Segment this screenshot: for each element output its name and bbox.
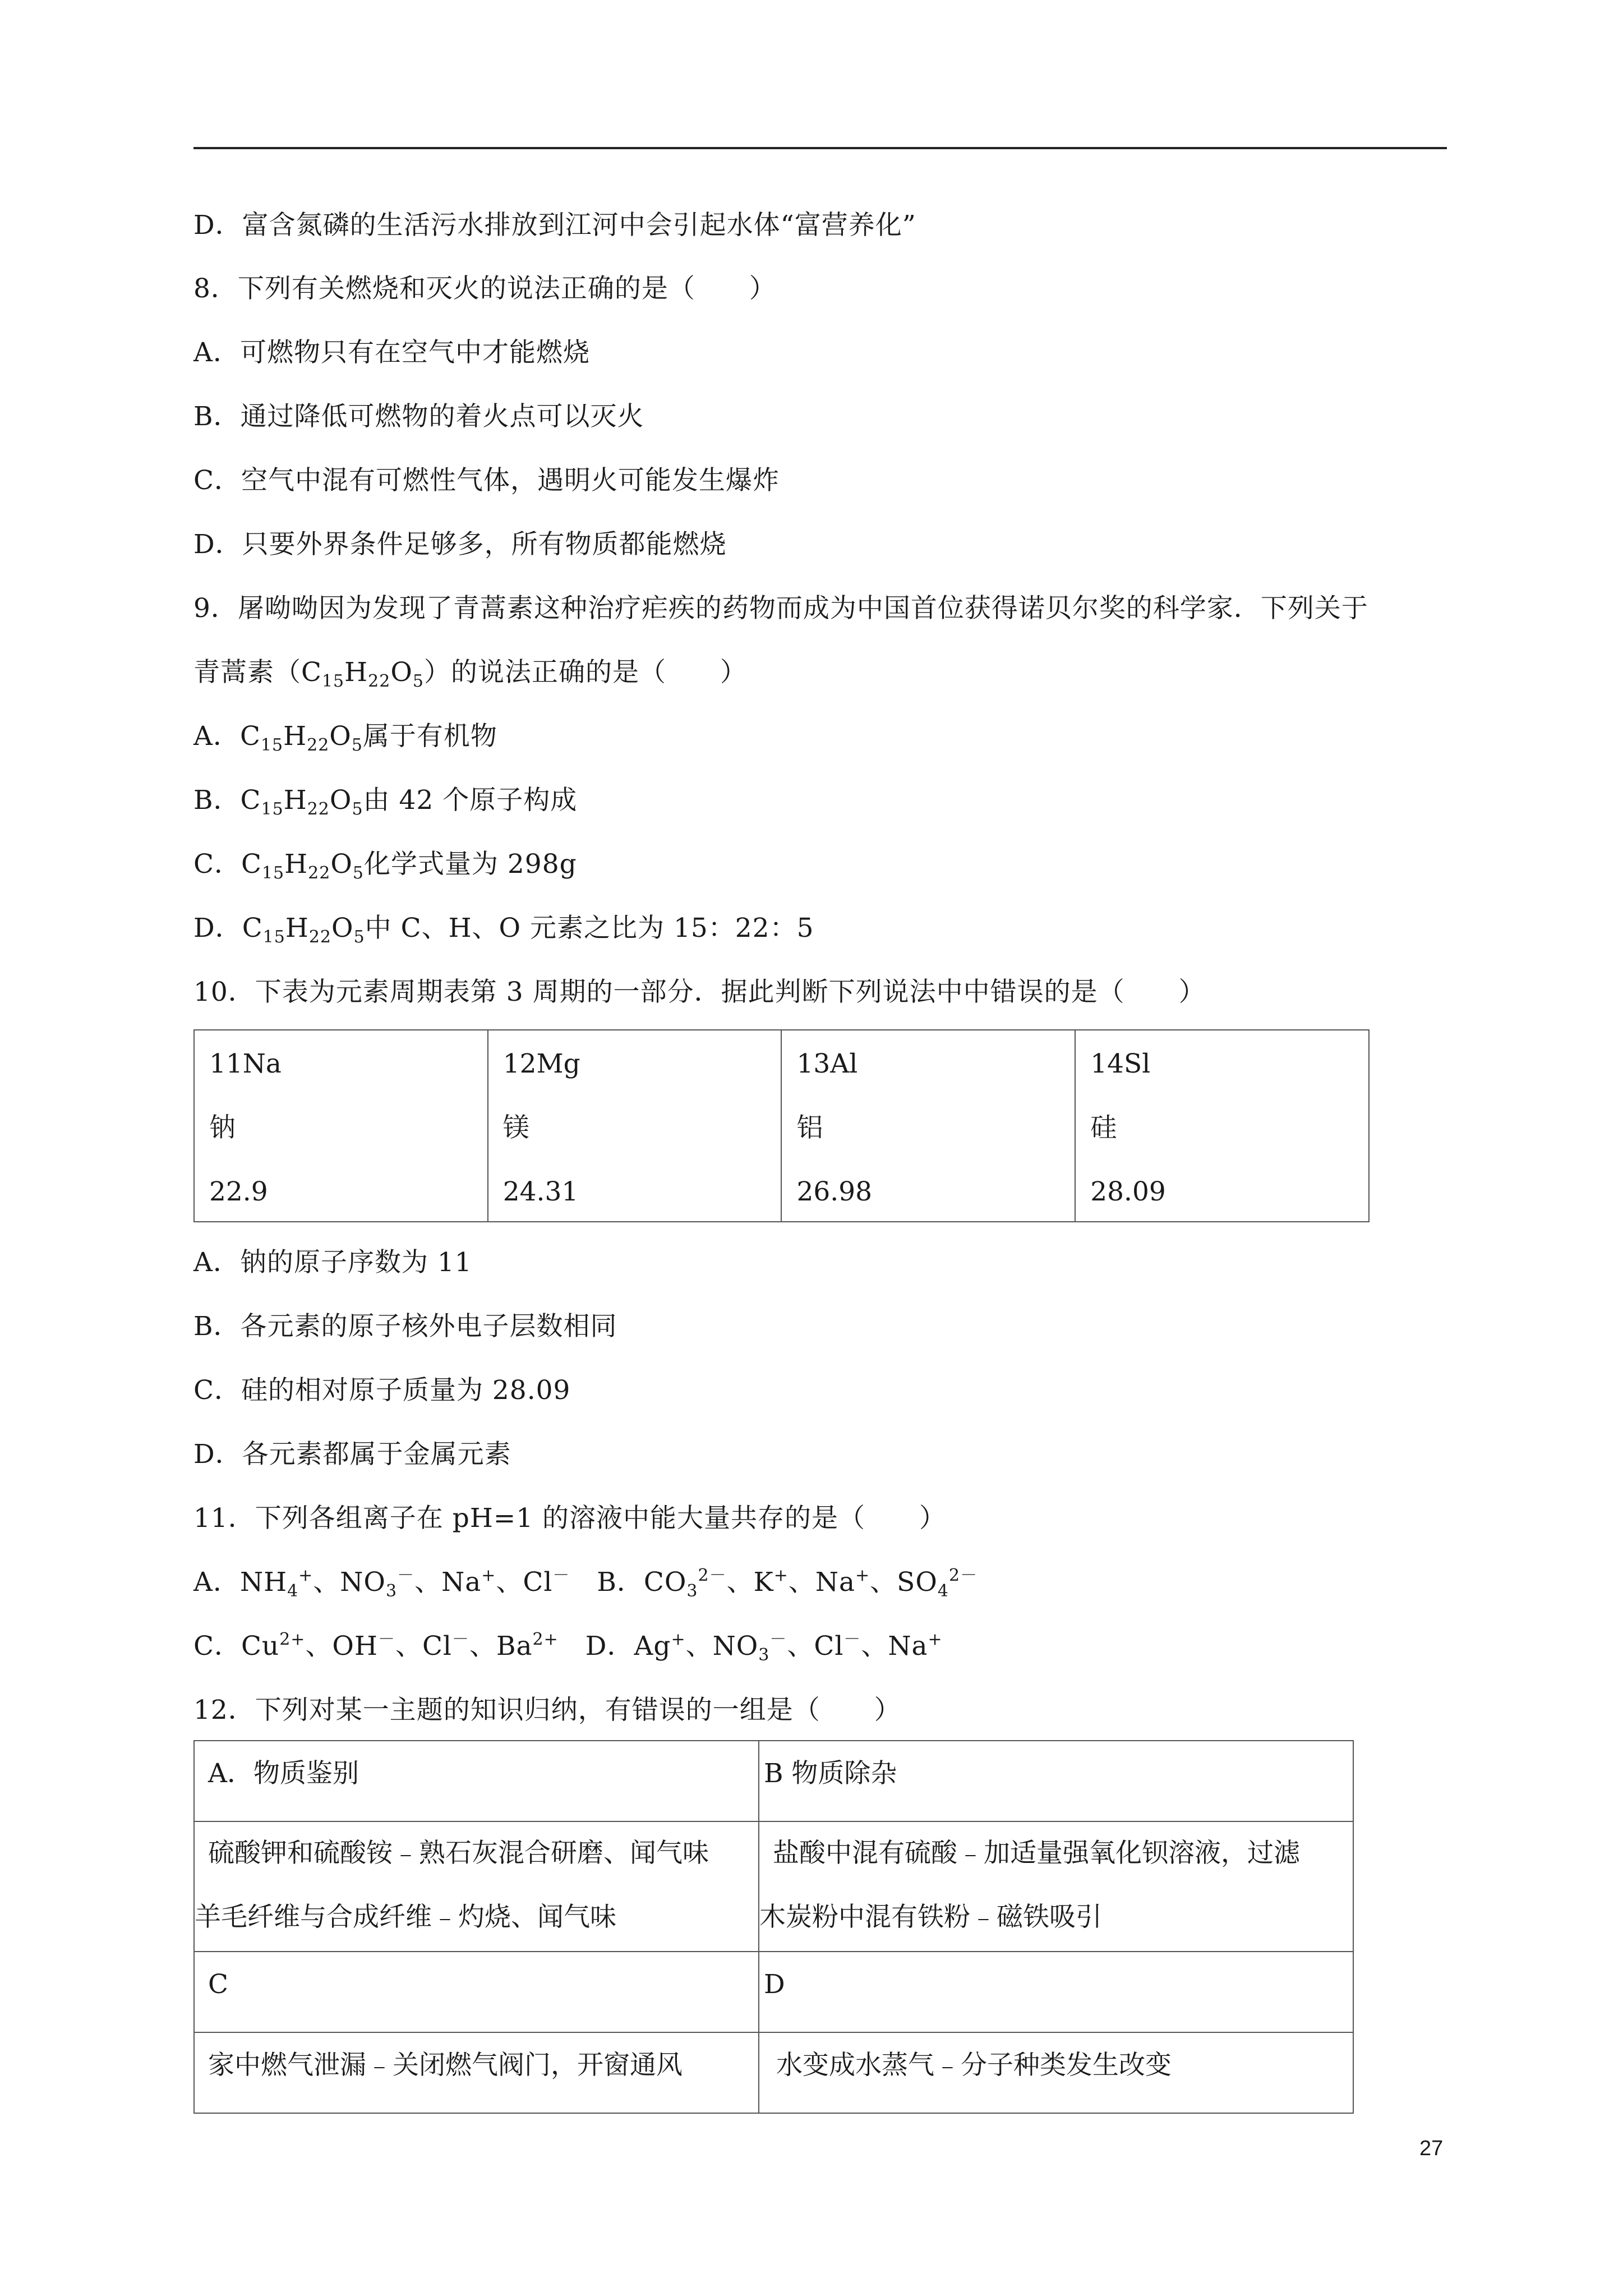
element-number-symbol: 13Al: [796, 1048, 858, 1079]
element-mass: 28.09: [1090, 1176, 1166, 1207]
periodic-table: [193, 1029, 1370, 1222]
q8-option-c: C．空气中混有可燃性气体，遇明火可能发生爆炸: [193, 465, 780, 496]
element-cell: [1075, 1030, 1369, 1222]
q10-option-a: A．钠的原子序数为 11: [193, 1247, 472, 1278]
table-cell-c-body: 家中燃气泄漏﹣关闭燃气阀门，开窗通风: [194, 2032, 759, 2113]
page-number: 27: [1419, 2137, 1444, 2160]
knowledge-table: [193, 1740, 1354, 2114]
q9-stem-cont: 青蒿素$(C_{15}H_{22}O_5)$的说法正确的是（ ）: [193, 657, 747, 691]
element-cell: [194, 1030, 488, 1222]
q10-option-d: D．各元素都属于金属元素: [193, 1439, 511, 1470]
q9-option-d: D．$C_{15}H_{22}O_5$中 C、H、O 元素之比为 15：22：5: [193, 913, 814, 947]
q9-option-c: C．$C_{15}H_{22}O_5$化学式量为 298g: [193, 849, 577, 883]
element-name: 硅: [1090, 1112, 1117, 1143]
q8-option-a: A．可燃物只有在空气中才能燃烧: [193, 337, 590, 368]
element-number-symbol: 14Sl: [1090, 1048, 1151, 1079]
q7-option-d: D．富含氮磷的生活污水排放到江河中会引起水体“富营养化”: [193, 210, 916, 241]
q12-stem: 12．下列对某一主题的知识归纳，有错误的一组是（ ）: [193, 1695, 901, 1726]
q9-stem: 9．屠呦呦因为发现了青蒿素这种治疗疟疾的药物而成为中国首位获得诺贝尔奖的科学家．下列关于: [193, 593, 1368, 624]
a-body-line-1: 硫酸钾和硫酸铵﹣熟石灰混合研磨、闻气味: [208, 1838, 709, 1869]
b-body-line-1: 盐酸中混有硫酸﹣加适量强氧化钡溶液，过滤: [772, 1838, 1300, 1869]
q9-option-b: B．$C_{15}H_{22}O_5$由 42 个原子构成: [193, 785, 578, 819]
table-cell-a-body: [194, 1821, 759, 1952]
element-mass: 26.98: [796, 1176, 873, 1207]
table-cell-d-body: 水变成水蒸气﹣分子种类发生改变: [759, 2032, 1353, 2113]
element-name: 钠: [209, 1112, 236, 1143]
a-body-line-2: 羊毛纤维与合成纤维﹣灼烧、闻气味: [195, 1902, 616, 1932]
element-name: 镁: [502, 1112, 529, 1143]
q8-stem: 8．下列有关燃烧和灭火的说法正确的是（ ）: [193, 273, 776, 304]
header-rule: [193, 147, 1447, 149]
table-cell-a-head: A．物质鉴别: [194, 1741, 759, 1821]
table-cell-b-body: [759, 1821, 1353, 1952]
q11-stem: 11．下列各组离子在 pH=1 的溶液中能大量共存的是（ ）: [193, 1503, 947, 1534]
q10-option-c: C．硅的相对原子质量为 28.09: [193, 1375, 571, 1406]
element-cell: [781, 1030, 1075, 1222]
b-body-line-2: 木炭粉中混有铁粉﹣磁铁吸引: [759, 1902, 1102, 1932]
table-cell-c-head: C: [194, 1952, 759, 2032]
q8-option-b: B．通过降低可燃物的着火点可以灭火: [193, 401, 644, 432]
q8-option-d: D．只要外界条件足够多，所有物质都能燃烧: [193, 529, 727, 560]
element-name: 铝: [796, 1112, 823, 1143]
element-number-symbol: 11Na: [209, 1048, 282, 1079]
element-mass: 22.9: [209, 1176, 268, 1207]
element-cell: [488, 1030, 782, 1222]
q10-stem: 10．下表为元素周期表第 3 周期的一部分．据此判断下列说法中中错误的是（ ）: [193, 977, 1206, 1007]
table-cell-b-head: B 物质除杂: [759, 1741, 1353, 1821]
q9-option-a: A．$C_{15}H_{22}O_5$属于有机物: [193, 721, 497, 755]
q11-options-ab: A．$NH_4^+$、$NO_3^-$、Na+、Cl－ B．$CO_3^{2-}$、K+、Na+、$SO_4^{2-}$: [193, 1566, 978, 1601]
table-cell-d-head: D: [759, 1952, 1353, 2032]
element-number-symbol: 12Mg: [502, 1048, 580, 1079]
q10-option-b: B．各元素的原子核外电子层数相同: [193, 1311, 617, 1342]
q11-options-cd: C．$Cu^{2+}$、OH－、Cl－、$Ba^{2+}$ D．Ag+、$NO_3^-$、Cl－、Na+: [193, 1630, 943, 1665]
element-mass: 24.31: [502, 1176, 579, 1207]
